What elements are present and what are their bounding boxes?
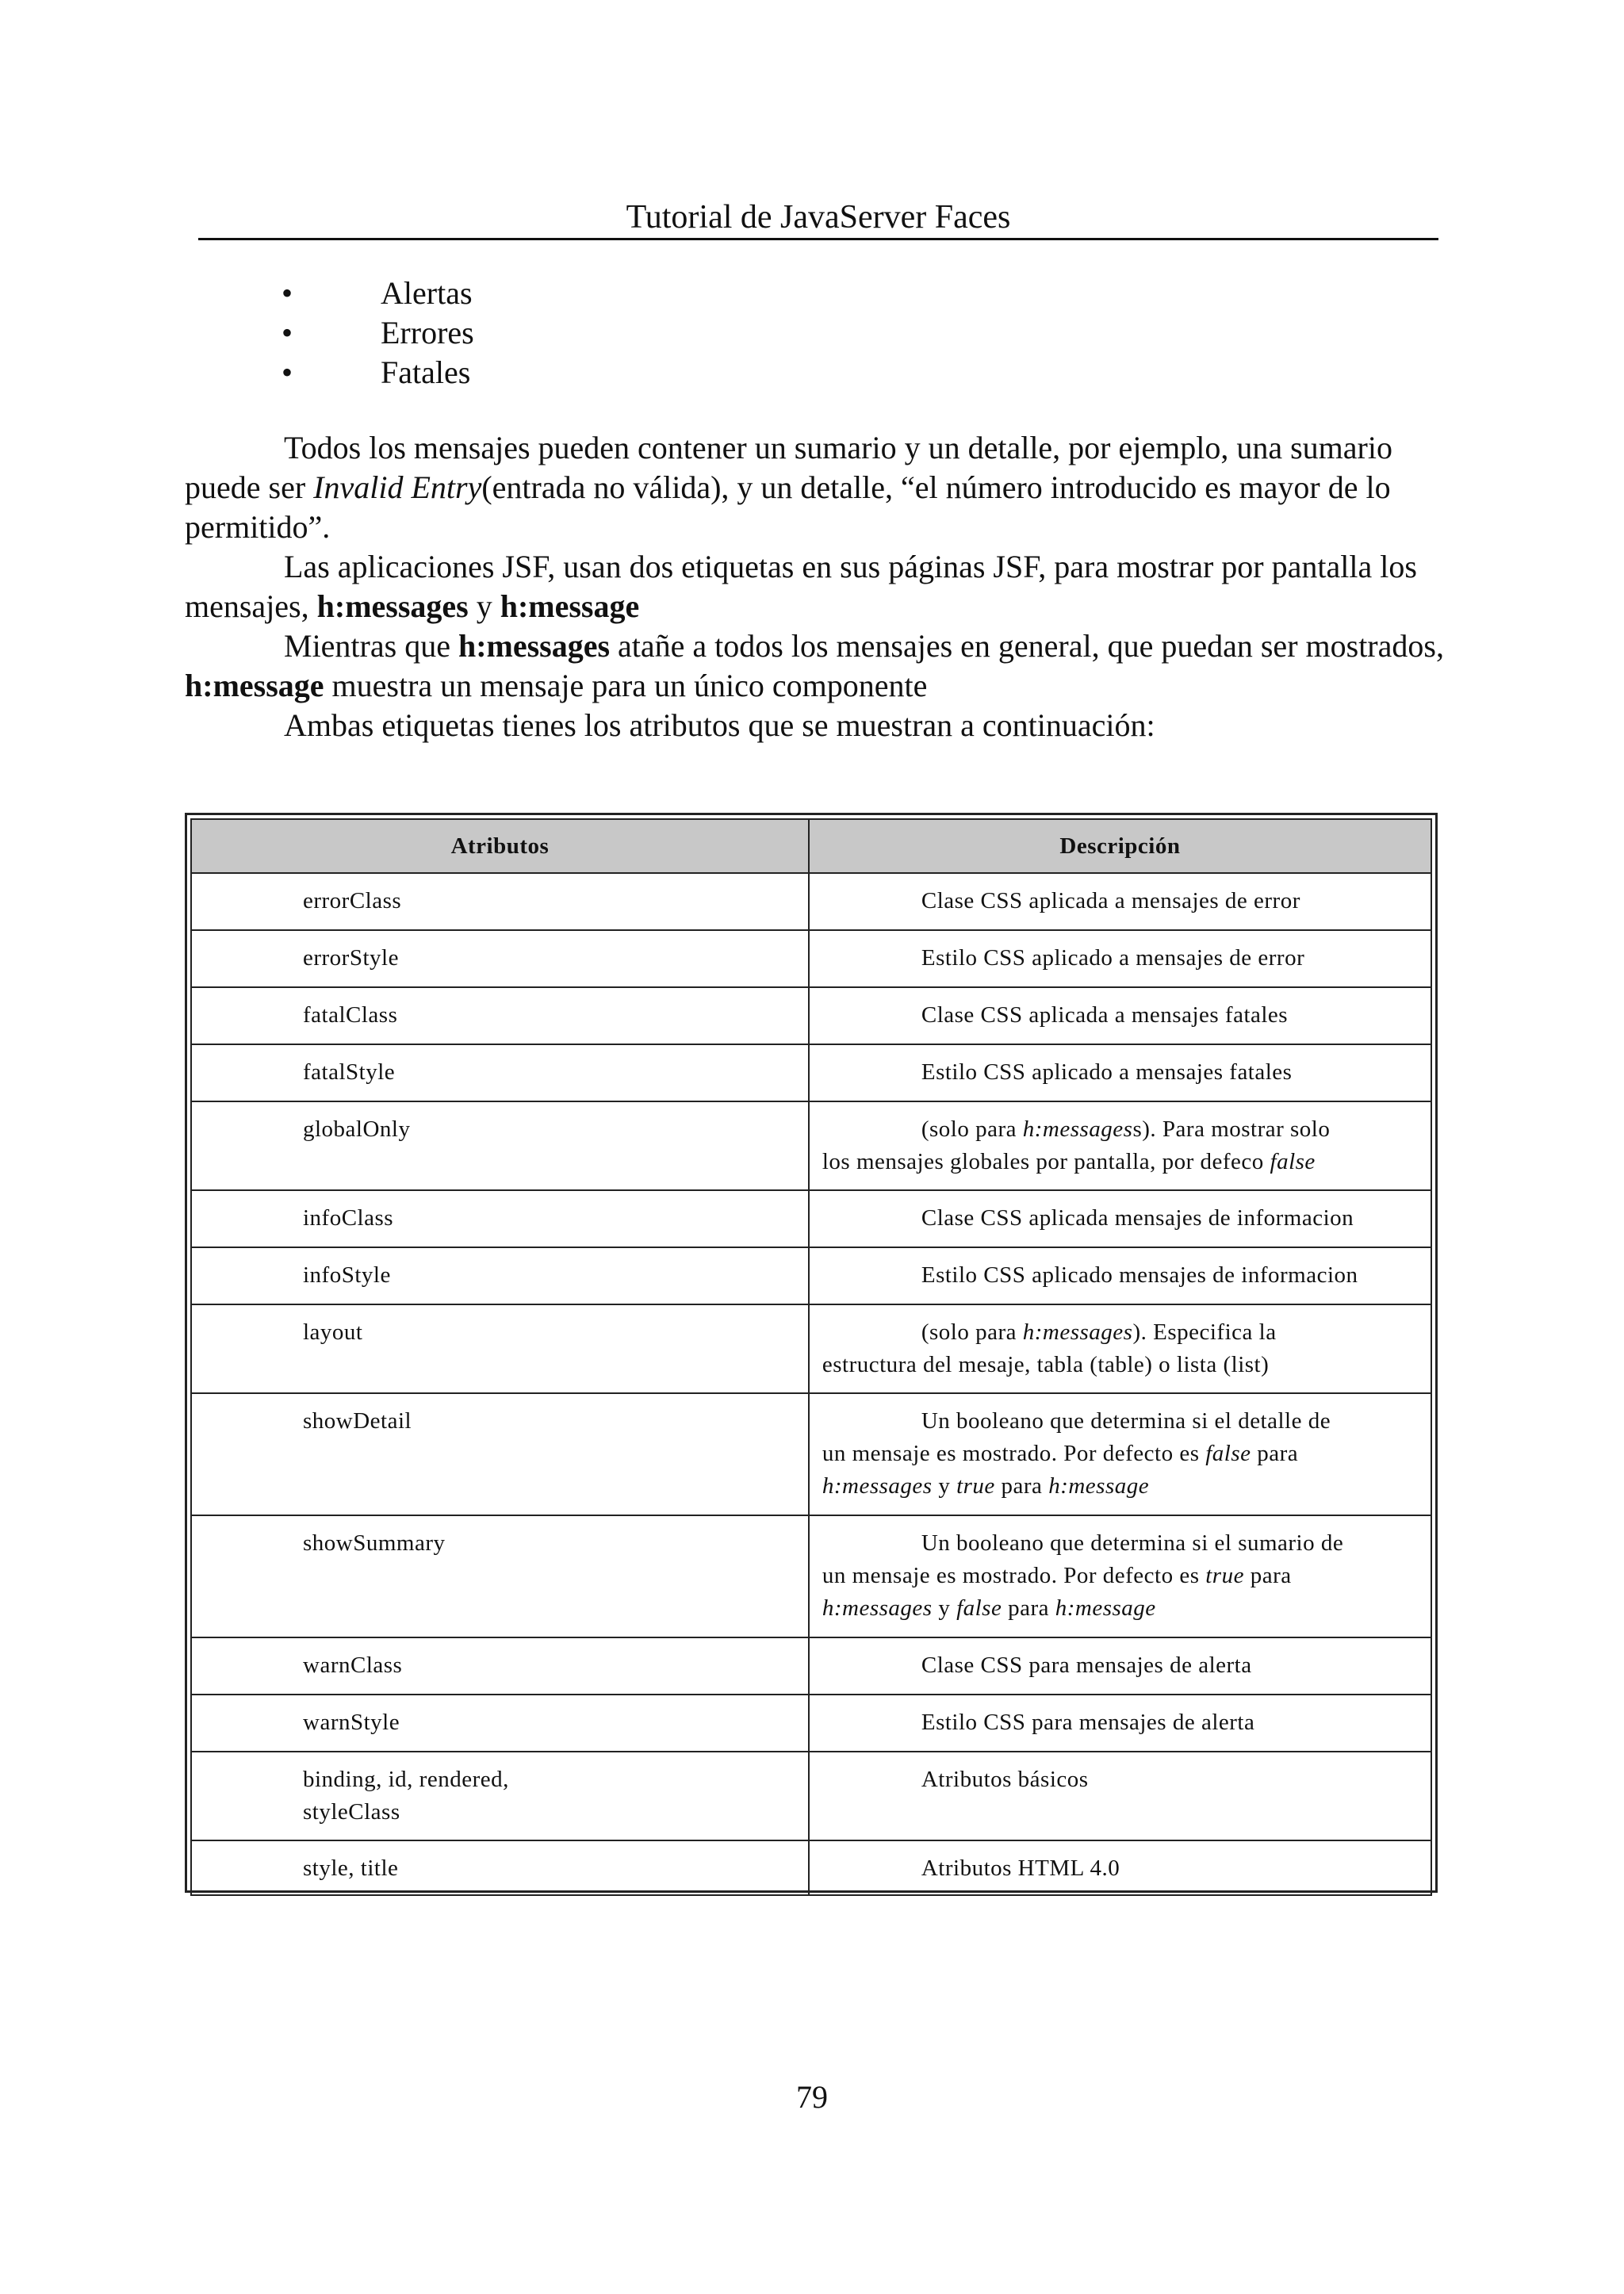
attribute-cell: binding, id, rendered, styleClass xyxy=(191,1752,809,1840)
description-cell: Clase CSS aplicada a mensajes fatales xyxy=(809,987,1431,1044)
bullet-item: • Fatales xyxy=(282,353,474,393)
table-row xyxy=(191,1840,1431,1895)
description-cell: Un booleano que determina si el detalle de un mensaje es mostrado. Por defecto es false para h:messages y true para h:message xyxy=(809,1393,1431,1515)
table-row xyxy=(191,1304,1431,1393)
attribute-cell: showSummary xyxy=(191,1515,809,1637)
description-cell: Clase CSS aplicada mensajes de informacion xyxy=(809,1190,1431,1247)
table-row xyxy=(191,930,1431,987)
attribute-cell: showDetail xyxy=(191,1393,809,1515)
table-header-row xyxy=(191,819,1431,873)
column-header-attributes: Atributos xyxy=(191,819,809,873)
description-cell: Atributos HTML 4.0 xyxy=(809,1840,1431,1895)
attribute-cell: infoStyle xyxy=(191,1247,809,1304)
table-row xyxy=(191,1247,1431,1304)
attribute-cell: fatalClass xyxy=(191,987,809,1044)
description-cell: (solo para h:messages). Especifica la estructura del mesaje, tabla (table) o lista (list) xyxy=(809,1304,1431,1393)
table-row xyxy=(191,1044,1431,1101)
attribute-cell: style, title xyxy=(191,1840,809,1895)
description-cell: Atributos básicos xyxy=(809,1752,1431,1840)
paragraph-summary-detail: Todos los mensajes pueden contener un sumario y un detalle, por ejemplo, una sumario puede ser Invalid Entry(entrada no válida), y un detalle, “el número introducido es mayor de lo permitido”. xyxy=(185,430,1392,545)
description-cell: Estilo CSS aplicado a mensajes fatales xyxy=(809,1044,1431,1101)
description-cell: Clase CSS para mensajes de alerta xyxy=(809,1637,1431,1695)
bullet-item: • Errores xyxy=(282,313,474,353)
table-row xyxy=(191,1393,1431,1515)
description-cell: Estilo CSS aplicado a mensajes de error xyxy=(809,930,1431,987)
attribute-cell: fatalStyle xyxy=(191,1044,809,1101)
attribute-cell: warnStyle xyxy=(191,1695,809,1752)
table-row xyxy=(191,987,1431,1044)
page-header xyxy=(198,197,1438,240)
bullet-item: • Alertas xyxy=(282,274,474,313)
paragraph-jsf-tags: Las aplicaciones JSF, usan dos etiquetas en sus páginas JSF, para mostrar por pantalla los mensajes, h:messages y h:message xyxy=(185,549,1417,624)
table-row xyxy=(191,1695,1431,1752)
attribute-cell: warnClass xyxy=(191,1637,809,1695)
header-title: Tutorial de JavaServer Faces xyxy=(626,199,1011,236)
attribute-cell: errorClass xyxy=(191,873,809,930)
body-text xyxy=(185,428,1454,745)
paragraph-messages-vs-message: Mientras que h:messages atañe a todos los mensajes en general, que puedan ser mostrados, h:message muestra un mensaje para un único componente xyxy=(185,628,1444,703)
description-cell: Clase CSS aplicada a mensajes de error xyxy=(809,873,1431,930)
description-cell: (solo para h:messagess). Para mostrar solo los mensajes globales por pantalla, por defeco false xyxy=(809,1101,1431,1190)
description-cell: Estilo CSS aplicado mensajes de informacion xyxy=(809,1247,1431,1304)
table-row xyxy=(191,1637,1431,1695)
paragraph-attributes-intro: Ambas etiquetas tienes los atributos que se muestran a continuación: xyxy=(284,707,1155,743)
description-cell: Un booleano que determina si el sumario de un mensaje es mostrado. Por defecto es true para h:messages y false para h:message xyxy=(809,1515,1431,1637)
attribute-cell: errorStyle xyxy=(191,930,809,987)
table-row xyxy=(191,1101,1431,1190)
page-number: 79 xyxy=(796,2079,828,2115)
column-header-description: Descripción xyxy=(809,819,1431,873)
attribute-cell: infoClass xyxy=(191,1190,809,1247)
attribute-cell: layout xyxy=(191,1304,809,1393)
table-row xyxy=(191,1190,1431,1247)
attribute-cell: globalOnly xyxy=(191,1101,809,1190)
table-row xyxy=(191,1752,1431,1840)
description-cell: Estilo CSS para mensajes de alerta xyxy=(809,1695,1431,1752)
table-row xyxy=(191,1515,1431,1637)
table-row xyxy=(191,873,1431,930)
attributes-table xyxy=(185,813,1438,1893)
bullet-list xyxy=(282,274,474,393)
